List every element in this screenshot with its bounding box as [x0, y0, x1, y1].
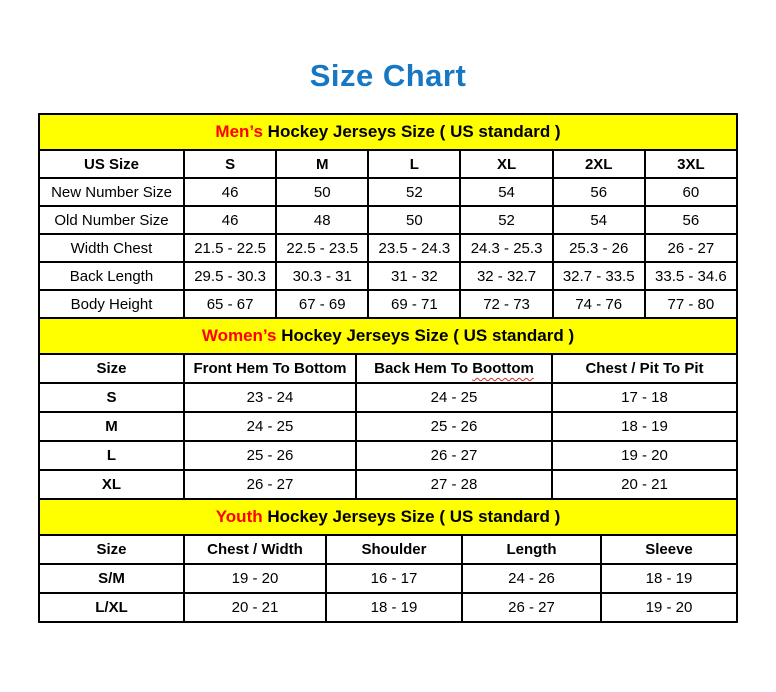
row-label: L/XL [39, 593, 184, 622]
size-cell: 23.5 - 24.3 [368, 234, 460, 262]
table-row [39, 470, 737, 499]
table-row [39, 262, 737, 290]
size-cell: 60 [645, 178, 737, 206]
table-row [39, 412, 737, 441]
size-cell: 24 - 26 [462, 564, 601, 593]
row-label: New Number Size [39, 178, 184, 206]
size-cell: 46 [184, 206, 276, 234]
womens-banner-text: Hockey Jerseys Size ( US standard ) [276, 326, 575, 345]
size-cell: 21.5 - 22.5 [184, 234, 276, 262]
size-cell: 74 - 76 [553, 290, 645, 318]
size-cell: 18 - 19 [601, 564, 737, 593]
youth-section-banner [38, 498, 738, 536]
row-label: XL [39, 470, 184, 499]
size-cell: 50 [276, 178, 368, 206]
size-cell: 30.3 - 31 [276, 262, 368, 290]
mens-section-banner [38, 113, 738, 151]
size-cell: 32 - 32.7 [460, 262, 552, 290]
row-label: L [39, 441, 184, 470]
youth-banner-highlight: Youth [215, 507, 263, 526]
column-header-2xl: 2XL [553, 150, 645, 178]
mens-banner-highlight: Men’s [215, 122, 263, 141]
size-cell: 18 - 19 [326, 593, 462, 622]
womens-banner-highlight: Women’s [201, 326, 277, 345]
column-header-size: Size [39, 535, 184, 564]
size-cell: 77 - 80 [645, 290, 737, 318]
size-cell: 52 [368, 178, 460, 206]
size-cell: 54 [460, 178, 552, 206]
size-cell: 65 - 67 [184, 290, 276, 318]
youth-header-row [39, 535, 737, 564]
column-header-back-hem [356, 354, 552, 383]
size-cell: 46 [184, 178, 276, 206]
column-header-chest-width: Chest / Width [184, 535, 326, 564]
size-cell: 50 [368, 206, 460, 234]
row-label: Body Height [39, 290, 184, 318]
column-header-shoulder: Shoulder [326, 535, 462, 564]
page-title: Size Chart [309, 58, 467, 93]
row-label: Width Chest [39, 234, 184, 262]
mens-header-row [39, 150, 737, 178]
table-row [39, 178, 737, 206]
womens-size-table [38, 353, 738, 500]
size-chart-tables [38, 113, 738, 623]
table-row [39, 206, 737, 234]
size-cell: 24 - 25 [184, 412, 356, 441]
column-header-l: L [368, 150, 460, 178]
size-cell: 25.3 - 26 [553, 234, 645, 262]
column-header-xl: XL [460, 150, 552, 178]
size-cell: 69 - 71 [368, 290, 460, 318]
row-label: S/M [39, 564, 184, 593]
size-cell: 19 - 20 [601, 593, 737, 622]
size-cell: 56 [553, 178, 645, 206]
size-cell: 26 - 27 [356, 441, 552, 470]
back-hem-text: Back Hem To [374, 360, 469, 377]
table-row [39, 593, 737, 622]
youth-banner-text: Hockey Jerseys Size ( US standard ) [262, 507, 561, 526]
column-header-size: Size [39, 354, 184, 383]
table-row [39, 383, 737, 412]
womens-header-row [39, 354, 737, 383]
size-cell: 25 - 26 [356, 412, 552, 441]
column-header-us-size: US Size [39, 150, 184, 178]
size-cell: 19 - 20 [552, 441, 737, 470]
row-label: S [39, 383, 184, 412]
size-cell: 67 - 69 [276, 290, 368, 318]
size-cell: 24.3 - 25.3 [460, 234, 552, 262]
column-header-s: S [184, 150, 276, 178]
column-header-front-hem: Front Hem To Bottom [184, 354, 356, 383]
table-row [39, 564, 737, 593]
size-cell: 26 - 27 [184, 470, 356, 499]
column-header-chest-pit: Chest / Pit To Pit [552, 354, 737, 383]
size-cell: 20 - 21 [184, 593, 326, 622]
column-header-sleeve: Sleeve [601, 535, 737, 564]
column-header-length: Length [462, 535, 601, 564]
table-row [39, 441, 737, 470]
table-row [39, 234, 737, 262]
size-cell: 19 - 20 [184, 564, 326, 593]
size-cell: 16 - 17 [326, 564, 462, 593]
mens-size-table [38, 149, 738, 319]
column-header-3xl: 3XL [645, 150, 737, 178]
size-cell: 31 - 32 [368, 262, 460, 290]
mens-banner-text: Hockey Jerseys Size ( US standard ) [262, 122, 561, 141]
column-header-m: M [276, 150, 368, 178]
size-cell: 56 [645, 206, 737, 234]
table-row [39, 290, 737, 318]
size-cell: 33.5 - 34.6 [645, 262, 737, 290]
back-hem-misspelled-word: Boottom [472, 360, 534, 377]
size-cell: 72 - 73 [460, 290, 552, 318]
size-cell: 54 [553, 206, 645, 234]
size-cell: 24 - 25 [356, 383, 552, 412]
size-cell: 48 [276, 206, 368, 234]
size-cell: 17 - 18 [552, 383, 737, 412]
size-cell: 23 - 24 [184, 383, 356, 412]
size-cell: 22.5 - 23.5 [276, 234, 368, 262]
row-label: Back Length [39, 262, 184, 290]
size-cell: 29.5 - 30.3 [184, 262, 276, 290]
size-cell: 52 [460, 206, 552, 234]
size-cell: 25 - 26 [184, 441, 356, 470]
size-cell: 20 - 21 [552, 470, 737, 499]
size-cell: 18 - 19 [552, 412, 737, 441]
youth-size-table [38, 534, 738, 623]
row-label: Old Number Size [39, 206, 184, 234]
size-cell: 26 - 27 [645, 234, 737, 262]
size-cell: 32.7 - 33.5 [553, 262, 645, 290]
size-cell: 26 - 27 [462, 593, 601, 622]
size-cell: 27 - 28 [356, 470, 552, 499]
womens-section-banner [38, 317, 738, 355]
row-label: M [39, 412, 184, 441]
